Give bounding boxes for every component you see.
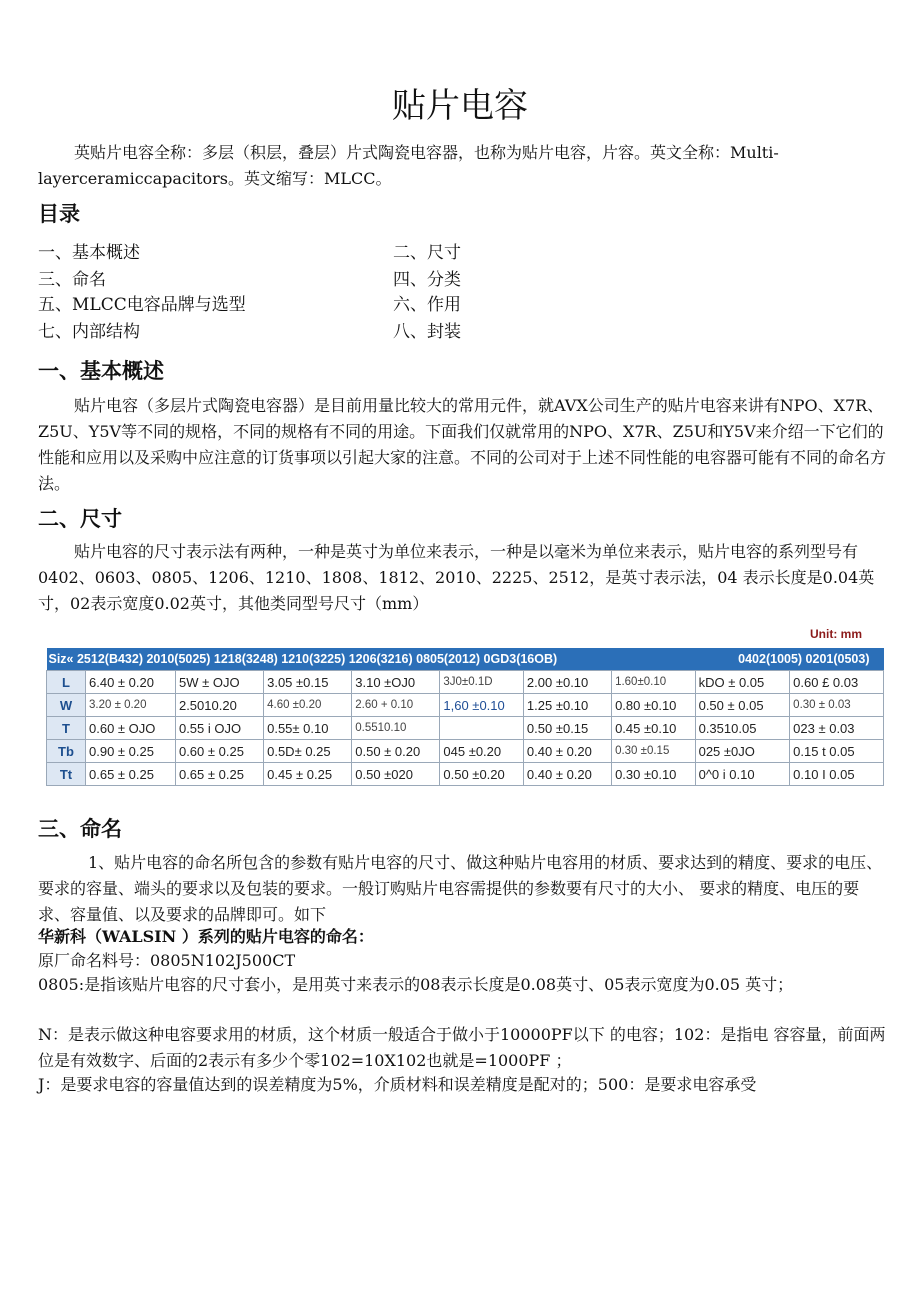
table-cell: 0.50 ±020 bbox=[352, 763, 440, 786]
table-cell: 2.60 + 0.10 bbox=[352, 694, 440, 717]
toc-item-1: 一、基本概述 bbox=[38, 243, 140, 263]
section1-body: 贴片电容（多层片式陶瓷电容器）是目前用量比较大的常用元件，就AVX公司生产的贴片电容来讲有NPO、X7R、Z5U、Y5V等不同的规格，不同的规格有不同的用途。下面我们仅就常用的NPO、X7R、Z5U和Y5V来介绍一下它们的性能和应用以及采购中应注意的订货事项以引起大家的注意。不同的公司对于上述不同性能的电容器可能有不同的命名方法。 bbox=[38, 396, 887, 493]
toc-item-2: 二、尺寸 bbox=[393, 243, 461, 263]
table-row bbox=[47, 694, 884, 717]
table-cell: 0.5510.10 bbox=[352, 717, 440, 740]
table-cell: 045 ±0.20 bbox=[440, 740, 524, 763]
table-cell: 3.20 ± 0.20 bbox=[86, 694, 176, 717]
table-cell: 0.55± 0.10 bbox=[264, 717, 352, 740]
table-cell: 0.45 ±0.10 bbox=[612, 717, 696, 740]
table-cell: 0.40 ± 0.20 bbox=[523, 763, 611, 786]
table-cell: 0.10 I 0.05 bbox=[790, 763, 884, 786]
table-cell: 0.45 ± 0.25 bbox=[264, 763, 352, 786]
page-title: 贴片电容 bbox=[392, 86, 528, 126]
table-cell: 0.5D± 0.25 bbox=[264, 740, 352, 763]
table-cell: 0.80 ±0.10 bbox=[612, 694, 696, 717]
part-number: 原厂命名料号：0805N102J500CT bbox=[38, 951, 296, 970]
table-cell: 3.10 ±OJ0 bbox=[352, 671, 440, 694]
table-cell: 4.60 ±0.20 bbox=[264, 694, 352, 717]
table-cell: 0.50 ±0.15 bbox=[523, 717, 611, 740]
table-cell: 1.60±0.10 bbox=[612, 671, 696, 694]
toc-item-8: 八、封装 bbox=[393, 322, 461, 342]
row-label: L bbox=[47, 671, 86, 694]
unit-label: Unit: mm bbox=[810, 627, 862, 641]
toc-heading: 目录 bbox=[38, 202, 80, 226]
table-cell bbox=[440, 717, 524, 740]
section1-heading: 一、基本概述 bbox=[38, 359, 164, 383]
toc-item-5: 五、MLCC电容品牌与选型 bbox=[38, 295, 246, 315]
table-cell: 6.40 ± 0.20 bbox=[86, 671, 176, 694]
toc-item-6: 六、作用 bbox=[393, 295, 461, 315]
size-table-header-left: Siz« 2512(B432) 2010(5025) 1218(3248) 1210(3225) 1206(3216) 0805(2012) 0GD3(16OB) bbox=[47, 648, 696, 671]
table-cell: 0^0 i 0.10 bbox=[695, 763, 790, 786]
table-cell: 2.00 ±0.10 bbox=[523, 671, 611, 694]
row-label: W bbox=[47, 694, 86, 717]
table-cell: 0.60 ± OJO bbox=[86, 717, 176, 740]
table-cell: 0.65 ± 0.25 bbox=[86, 763, 176, 786]
table-cell: 0.90 ± 0.25 bbox=[86, 740, 176, 763]
table-cell: 1,60 ±0.10 bbox=[440, 694, 524, 717]
size-table-header bbox=[47, 648, 884, 671]
table-cell: 5W ± OJO bbox=[175, 671, 263, 694]
table-cell: 0.55 i OJO bbox=[175, 717, 263, 740]
section3-heading: 三、命名 bbox=[38, 817, 122, 841]
table-row bbox=[47, 671, 884, 694]
section2-body: 贴片电容的尺寸表示法有两种，一种是英寸为单位来表示，一种是以毫米为单位来表示，贴片电容的系列型号有0402、0603、0805、1206、1210、1808、1812、2010、2225、2512，是英寸表示法，04 表示长度是0.04英寸，02表示宽度0.02英寸，其他类同型号尺寸（mm） bbox=[38, 542, 875, 613]
table-cell: 0.30 ± 0.03 bbox=[790, 694, 884, 717]
table-cell: 0.60 ± 0.25 bbox=[175, 740, 263, 763]
table-cell: 0.50 ± 0.05 bbox=[695, 694, 790, 717]
toc-item-4: 四、分类 bbox=[393, 270, 461, 290]
table-cell: 025 ±0JO bbox=[695, 740, 790, 763]
table-cell: 0.40 ± 0.20 bbox=[523, 740, 611, 763]
table-cell: 1.25 ±0.10 bbox=[523, 694, 611, 717]
table-cell: 0.3510.05 bbox=[695, 717, 790, 740]
table-cell: 3.05 ±0.15 bbox=[264, 671, 352, 694]
section3-body: 1、贴片电容的命名所包含的参数有贴片电容的尺寸、做这种贴片电容用的材质、要求达到的精度、要求的电压、要求的容量、端头的要求以及包装的要求。一般订购贴片电容需提供的参数要有尺寸的大小、 要求的精度、电压的要求、容量值、以及要求的品牌即可。如下 bbox=[38, 853, 883, 924]
toc-item-3: 三、命名 bbox=[38, 270, 106, 290]
table-cell: 2.5010.20 bbox=[175, 694, 263, 717]
table-row bbox=[47, 717, 884, 740]
row-label: T bbox=[47, 717, 86, 740]
table-cell: 0.50 ± 0.20 bbox=[352, 740, 440, 763]
row-label: Tt bbox=[47, 763, 86, 786]
intro-paragraph: 英贴片电容全称：多层（积层，叠层）片式陶瓷电容器，也称为贴片电容，片容。英文全称：Multi-layerceramiccapacitors。英文缩写：MLCC。 bbox=[38, 143, 779, 188]
line-j: J：是要求电容的容量值达到的误差精度为5%，介质材料和误差精度是配对的；500：是要求电容承受 bbox=[38, 1075, 757, 1094]
row-label: Tb bbox=[47, 740, 86, 763]
table-cell: 3J0±0.1D bbox=[440, 671, 524, 694]
size-table-header-right: 0402(1005) 0201(0503) bbox=[695, 648, 883, 671]
line-n: N：是表示做这种电容要求用的材质，这个材质一般适合于做小于10000PF以下 的电容；102：是指电 容容量，前面两位是有效数字、后面的2表示有多少个零102=10X102也就是=1000PF ； bbox=[38, 1025, 886, 1070]
table-cell: 0.65 ± 0.25 bbox=[175, 763, 263, 786]
table-cell: 0.30 ±0.15 bbox=[612, 740, 696, 763]
table-cell: 0.15 t 0.05 bbox=[790, 740, 884, 763]
table-row bbox=[47, 763, 884, 786]
toc-item-7: 七、内部结构 bbox=[38, 322, 140, 342]
table-cell: kDO ± 0.05 bbox=[695, 671, 790, 694]
walsin-title: 华新科（WALSIN ）系列的贴片电容的命名： bbox=[38, 927, 374, 946]
size-table bbox=[46, 648, 884, 786]
table-row bbox=[47, 740, 884, 763]
section2-heading: 二、尺寸 bbox=[38, 507, 122, 531]
line-0805: 0805:是指该贴片电容的尺寸套小，是用英寸来表示的08表示长度是0.08英寸、05表示宽度为0.05 英寸； bbox=[38, 975, 794, 994]
table-cell: 023 ± 0.03 bbox=[790, 717, 884, 740]
table-cell: 0.50 ±0.20 bbox=[440, 763, 524, 786]
table-cell: 0.30 ±0.10 bbox=[612, 763, 696, 786]
table-cell: 0.60 £ 0.03 bbox=[790, 671, 884, 694]
